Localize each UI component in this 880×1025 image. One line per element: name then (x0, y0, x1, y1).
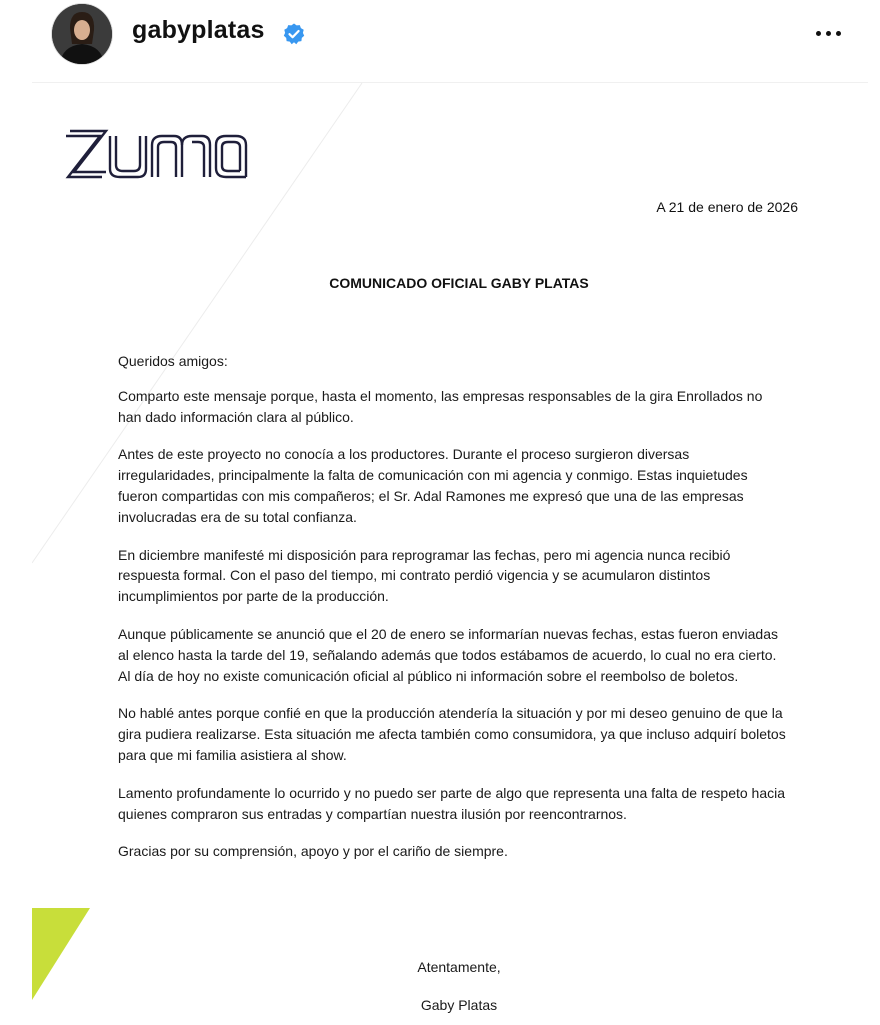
username[interactable]: gabyplatas (132, 16, 265, 44)
letter-paragraph: Comparto este mensaje porque, hasta el momento, las empresas responsables de la gira Enrollados no han dado información clara al público. (118, 387, 763, 425)
verified-badge-icon (283, 23, 305, 45)
letter-paragraph: Lamento profundamente lo ocurrido y no puedo ser parte de algo que representa una falta de respeto hacia quienes compraron sus entradas y compartían nuestra ilusión por reencontrarnos. (118, 784, 786, 822)
letter-paragraph: En diciembre manifesté mi disposición para reprogramar las fechas, pero mi agencia nunca recibió respuesta formal. Con el paso del tiempo, mi contrato perdió vigencia y se acumularon distintos incumplimientos por parte de la producción. (118, 546, 731, 605)
post-image (32, 82, 868, 1025)
zuma-logo (64, 127, 249, 187)
more-options-icon[interactable] (808, 20, 848, 46)
letter-date: A 21 de enero de 2026 (656, 199, 798, 215)
letter-paragraph: Antes de este proyecto no conocía a los productores. Durante el proceso surgieron diversas irregularidades, principalmente la falta de comunicación con mi agencia y conmigo. Estas inquietudes fueron compartidas con mis compañeros; el Sr. Adal Ramones me expresó que una de las empresas involucradas era de su total confianza. (118, 446, 748, 525)
letter-paragraph: No hablé antes porque confié en que la producción atendería la situación y por mi deseo genuino de que la gira pudiera realizarse. Esta situación me afecta también como consumidora, ya que incluso adquirí boletos para que mi familia asistiera al show. (118, 705, 786, 763)
letter-title: COMUNICADO OFICIAL GABY PLATAS (329, 275, 589, 291)
letter-paragraph: Gracias por su comprensión, apoyo y por el cariño de siempre. (118, 843, 508, 860)
letter-body (118, 351, 788, 879)
letter-signature: Gaby Platas (420, 997, 498, 1013)
green-triangle-decoration (32, 908, 92, 1003)
post-header (0, 0, 880, 80)
profile-avatar[interactable] (52, 4, 112, 64)
letter-closing: Atentamente, (417, 959, 501, 975)
letter-paragraph: Aunque públicamente se anunció que el 20 de enero se informarían nuevas fechas, estas fueron enviadas al elenco hasta la tarde del 19, señalando además que todos estábamos de acuerdo, lo cual no era cierto. Al día de hoy no existe comunicación oficial al público ni información sobre el reembolso de boletos. (118, 625, 778, 684)
letter-greeting: Queridos amigos: (118, 353, 228, 369)
